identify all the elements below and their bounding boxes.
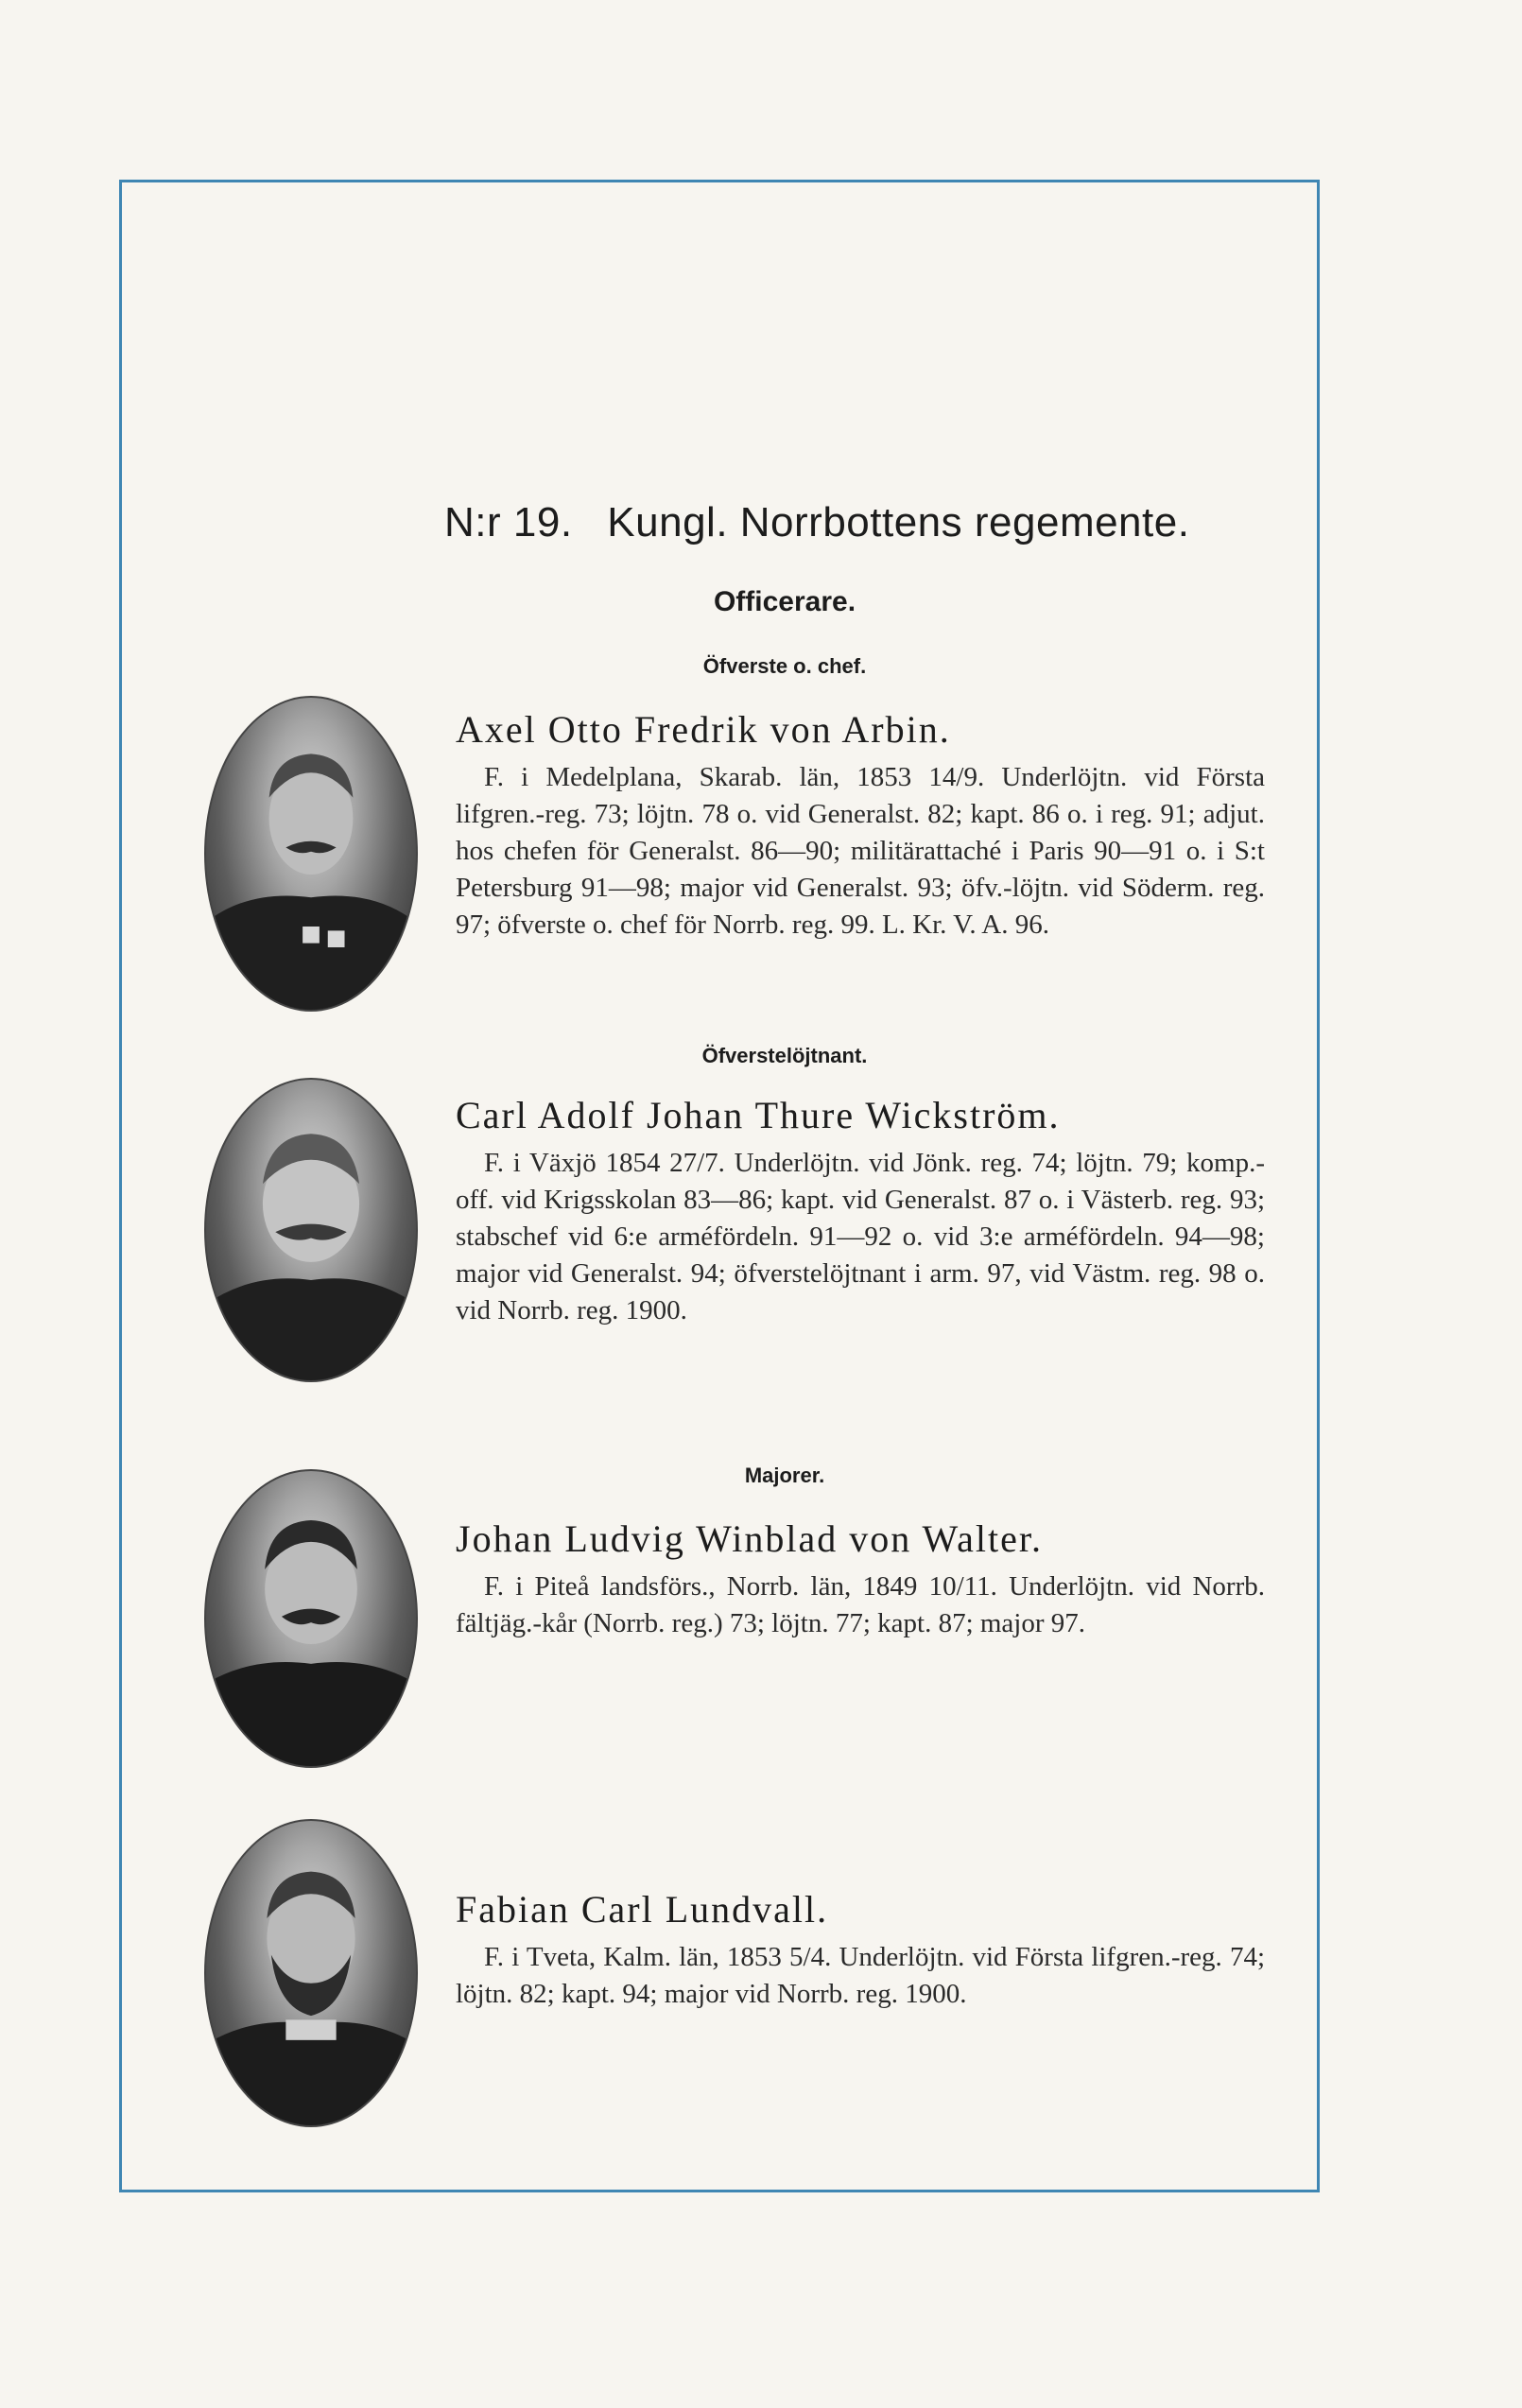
officer-entry — [456, 1887, 1265, 2013]
officer-biography: F. i Växjö 1854 27/7. Underlöjtn. vid Jönk. reg. 74; löjtn. 79; komp.-off. vid Krigsskolan 83—86; kapt. vid Generalst. 87 o. i Västerb. reg. 93; stabschef vid 6:e arméfördeln. 91—92 o. vid 3:e arméfördeln. 94—98; major vid Generalst. 94; öfverstelöjtnant i arm. 97, vid Västm. reg. 98 o. vid Norrb. reg. 1900. — [456, 1148, 1265, 1325]
officer-entry — [456, 1093, 1265, 1329]
officer-entry — [456, 1516, 1265, 1642]
officer-name: Johan Ludvig Winblad von Walter. — [456, 1517, 1043, 1560]
section-heading-officers: Officerare. — [713, 586, 856, 617]
officer-biography: F. i Piteå landsförs., Norrb. län, 1849 10/11. Underlöjtn. vid Norrb. fältjäg.-kår (Norrb. reg.) 73; löjtn. 77; kapt. 87; major 97. — [456, 1571, 1265, 1638]
regiment-number: N:r 19. — [444, 499, 573, 546]
officer-name: Fabian Carl Lundvall. — [456, 1888, 829, 1931]
portrait-photo — [204, 1819, 418, 2127]
officer-name: Carl Adolf Johan Thure Wickström. — [456, 1094, 1061, 1136]
regiment-name: Kungl. Norrbottens regemente. — [607, 499, 1190, 546]
rank-heading-majors: Majorer. — [744, 1464, 825, 1487]
rank-heading-colonel: Öfverste o. chef. — [702, 654, 867, 678]
portrait-photo — [204, 696, 418, 1012]
officer-entry — [456, 707, 1265, 944]
officer-name: Axel Otto Fredrik von Arbin. — [456, 708, 951, 751]
officer-biography: F. i Medelplana, Skarab. län, 1853 14/9. Underlöjtn. vid Första lifgren.-reg. 73; löjtn. 78 o. vid Generalst. 82; kapt. 86 o. i reg. 91; adjut. hos chefen för Generalst. 86—90; militärattaché i Paris 90—91 o. i S:t Petersburg 91—98; major vid Generalst. 93; öfv.-löjtn. vid Söderm. reg. 97; öfverste o. chef för Norrb. reg. 99. L. Kr. V. A. 96. — [456, 762, 1265, 940]
portrait-photo — [204, 1469, 418, 1768]
rank-heading-lt-colonel: Öfverstelöjtnant. — [701, 1044, 868, 1067]
officer-biography: F. i Tveta, Kalm. län, 1853 5/4. Underlöjtn. vid Första lifgren.-reg. 74; löjtn. 82; kapt. 94; major vid Norrb. reg. 1900. — [456, 1942, 1265, 2009]
page-title — [444, 499, 1276, 546]
portrait-photo — [204, 1078, 418, 1382]
